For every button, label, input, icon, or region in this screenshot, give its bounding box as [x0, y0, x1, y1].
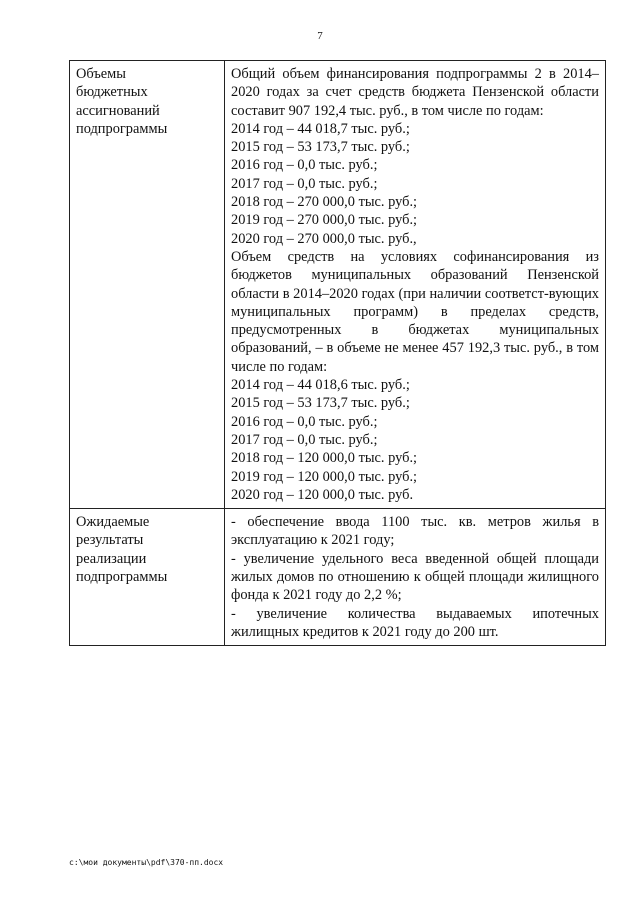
row-value-budget [225, 61, 606, 509]
page-number: 7 [317, 30, 323, 42]
row-label-budget [70, 61, 225, 509]
budget-year-item: 2020 год – 270 000,0 тыс. руб., [231, 230, 417, 247]
budget-year-item: 2018 год – 270 000,0 тыс. руб.; [231, 194, 418, 211]
label-line: подпрограммы [76, 569, 168, 586]
label-line: Ожидаемые [76, 514, 150, 531]
label-line: ассигнований [76, 102, 160, 119]
subprogram-passport-table [69, 60, 606, 646]
cofinancing-paragraph: Объем средств на условиях софинансирования из бюджетов муниципальных образований Пензенской области в 2014–2020 годах (при наличии соответст-вующих муниципальных программ) в пределах средств, предусмотренных в бюджетах муниципальных образований, – в объеме не менее 457 192,3 тыс. руб., в том числе по годам: [231, 248, 599, 375]
cofinancing-year-item: 2019 год – 120 000,0 тыс. руб.; [231, 468, 418, 485]
result-item: - увеличение количества выдаваемых ипотечных жилищных кредитов к 2021 году до 200 шт. [231, 605, 599, 640]
cofinancing-year-item: 2016 год – 0,0 тыс. руб.; [231, 413, 378, 430]
label-line: реализации [76, 550, 147, 567]
row-label-results [70, 509, 225, 646]
label-line: результаты [76, 532, 144, 549]
budget-year-item: 2015 год – 53 173,7 тыс. руб.; [231, 139, 410, 156]
cofinancing-year-item: 2014 год – 44 018,6 тыс. руб.; [231, 377, 410, 394]
result-item: - обеспечение ввода 1100 тыс. кв. метров жилья в эксплуатацию к 2021 году; [231, 514, 599, 549]
cofinancing-year-item: 2015 год – 53 173,7 тыс. руб.; [231, 395, 410, 412]
table-row-results [70, 509, 606, 646]
row-value-results [225, 509, 606, 646]
budget-year-item: 2019 год – 270 000,0 тыс. руб.; [231, 212, 418, 229]
table-row-budget [70, 61, 606, 509]
document-file-path: c:\мои документы\pdf\370-пп.docx [69, 858, 224, 867]
label-line: бюджетных [76, 84, 148, 101]
label-line: подпрограммы [76, 120, 168, 137]
budget-year-item: 2016 год – 0,0 тыс. руб.; [231, 157, 378, 174]
label-line: Объемы [76, 66, 126, 82]
result-item: - увеличение удельного веса введенной общей площади жилых домов по отношению к общей площади жилищного фонда к 2021 году до 2,2 %; [231, 550, 599, 604]
budget-year-item: 2017 год – 0,0 тыс. руб.; [231, 175, 378, 192]
budget-year-item: 2014 год – 44 018,7 тыс. руб.; [231, 120, 410, 137]
financing-intro: Общий объем финансирования подпрограммы 2 в 2014–2020 годах за счет средств бюджета Пензенской области составит 907 192,4 тыс. руб., в том числе по годам: [231, 66, 599, 119]
cofinancing-year-item: 2020 год – 120 000,0 тыс. руб. [231, 486, 414, 503]
cofinancing-year-item: 2017 год – 0,0 тыс. руб.; [231, 431, 378, 448]
cofinancing-year-item: 2018 год – 120 000,0 тыс. руб.; [231, 450, 418, 467]
